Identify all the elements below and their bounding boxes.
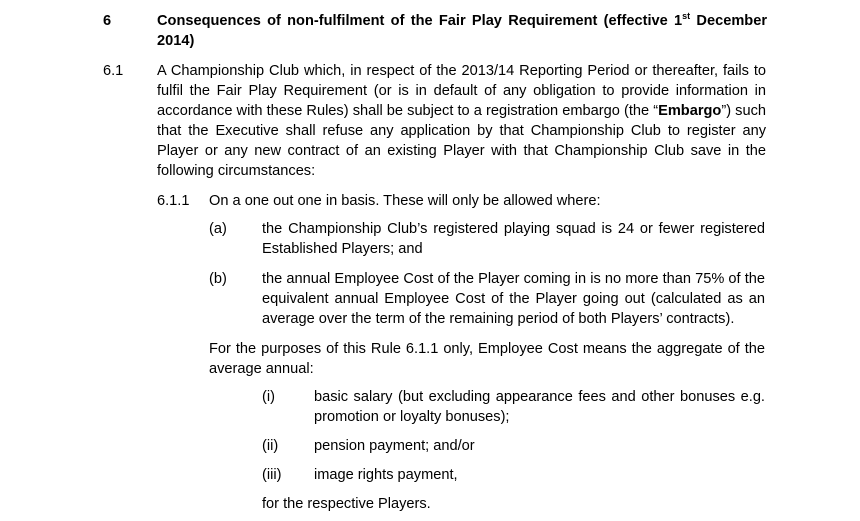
closing-line: for the respective Players.	[262, 496, 431, 512]
section-title	[157, 11, 767, 51]
list-label: (i)	[262, 389, 275, 405]
list-label: (iii)	[262, 467, 282, 483]
list-item-text: the annual Employee Cost of the Player coming in is no more than 75% of the equivalent annual Employee Cost of the Player going out (calculated as an average over the term of the remaining period of both Players’ contracts).	[262, 271, 765, 327]
defined-term: Embargo	[658, 103, 722, 119]
list-item-text: basic salary (but excluding appearance fees and other bonuses e.g. promotion or loyalty bonuses);	[314, 389, 765, 425]
rule-6-1-1-text: On a one out one in basis. These will only be allowed where:	[209, 193, 601, 209]
list-label: (a)	[209, 221, 227, 237]
section-title-text-end: December 2014)	[157, 13, 768, 49]
rule-number: 6.1	[103, 63, 124, 79]
list-item-text: image rights payment,	[314, 467, 458, 483]
rule-text-after: ”) such that the Executive shall refuse any application by that Championship Club to register any Player or any new contract of an existing Player with that Championship Club save in the following circumstances:	[157, 103, 766, 179]
section-title-text: Consequences of non-fulfilment of the Fair Play Requirement (effective 1	[157, 13, 683, 29]
list-label: (ii)	[262, 438, 279, 454]
purposes-paragraph: For the purposes of this Rule 6.1.1 only, Employee Cost means the aggregate of the average annual:	[209, 341, 765, 377]
rule-6-1-text	[157, 61, 766, 181]
section-number: 6	[103, 13, 112, 29]
rule-number: 6.1.1	[157, 193, 190, 209]
list-label: (b)	[209, 271, 227, 287]
list-item-text: pension payment; and/or	[314, 438, 475, 454]
list-item-text: the Championship Club’s registered playing squad is 24 or fewer registered Established Players; and	[262, 221, 765, 257]
ordinal-suffix: st	[682, 11, 691, 22]
rule-text-before: A Championship Club which, in respect of the 2013/14 Reporting Period or thereafter, fails to fulfil the Fair Play Requirement (or is in default of any obligation to provide information in accordance with these Rules) shall be subject to a registration embargo (the “	[157, 63, 766, 119]
